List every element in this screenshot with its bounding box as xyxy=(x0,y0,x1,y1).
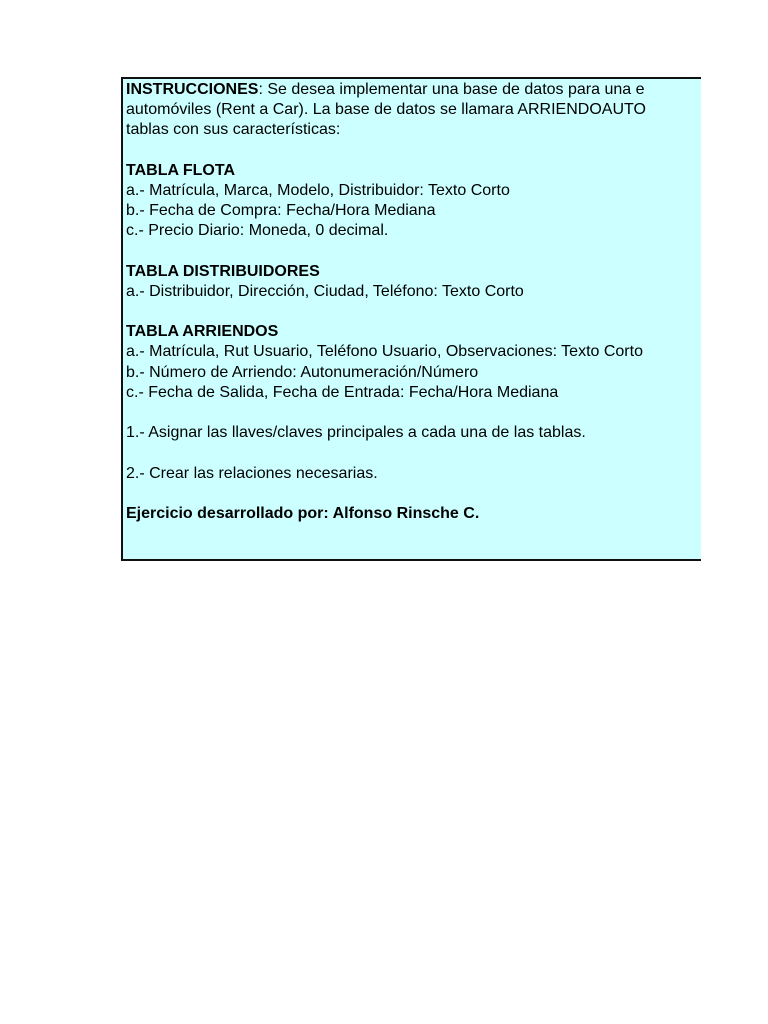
tabla-arriendos-item: a.- Matrícula, Rut Usuario, Teléfono Usuario, Observaciones: Texto Corto xyxy=(126,343,643,361)
instructions-label: INSTRUCCIONES xyxy=(126,81,259,98)
step-1: 1.- Asignar las llaves/claves principales a cada una de las tablas. xyxy=(126,424,586,442)
spacer xyxy=(126,141,701,161)
spacer xyxy=(126,302,701,322)
tabla-flota-item: a.- Matrícula, Marca, Modelo, Distribuidor: Texto Corto xyxy=(126,181,510,199)
spacer xyxy=(126,484,701,504)
instructions-cell xyxy=(121,77,701,561)
intro-line-1 xyxy=(126,80,701,100)
tabla-flota-title-text: TABLA FLOTA xyxy=(126,161,236,179)
author-text: Ejercicio desarrollado por: Alfonso Rinsche C. xyxy=(126,504,480,522)
tabla-arriendos-item: b.- Número de Arriendo: Autonumeración/Número xyxy=(126,363,479,381)
spacer xyxy=(126,403,701,423)
spacer xyxy=(126,242,701,262)
tabla-flota-item: c.- Precio Diario: Moneda, 0 decimal. xyxy=(126,222,389,240)
tabla-arriendos-title-text: TABLA ARRIENDOS xyxy=(126,323,279,341)
instructions-text xyxy=(126,80,701,524)
tabla-flota-item: b.- Fecha de Compra: Fecha/Hora Mediana xyxy=(126,202,436,220)
intro-line-2: automóviles (Rent a Car). La base de datos se llamara ARRIENDOAUTO xyxy=(126,101,646,119)
tabla-arriendos-item: c.- Fecha de Salida, Fecha de Entrada: Fecha/Hora Mediana xyxy=(126,383,559,401)
step-2: 2.- Crear las relaciones necesarias. xyxy=(126,464,378,482)
intro-line-1-rest: : Se desea implementar una base de datos para una e xyxy=(258,81,645,98)
tabla-flota-title xyxy=(126,161,701,181)
tabla-distribuidores-title xyxy=(126,262,701,282)
tabla-arriendos-title xyxy=(126,322,701,342)
intro-line-3: tablas con sus características: xyxy=(126,121,341,139)
tabla-distribuidores-item: a.- Distribuidor, Dirección, Ciudad, Teléfono: Texto Corto xyxy=(126,282,524,300)
tabla-distribuidores-title-text: TABLA DISTRIBUIDORES xyxy=(126,262,320,280)
spacer xyxy=(126,443,701,463)
author-line xyxy=(126,504,701,524)
